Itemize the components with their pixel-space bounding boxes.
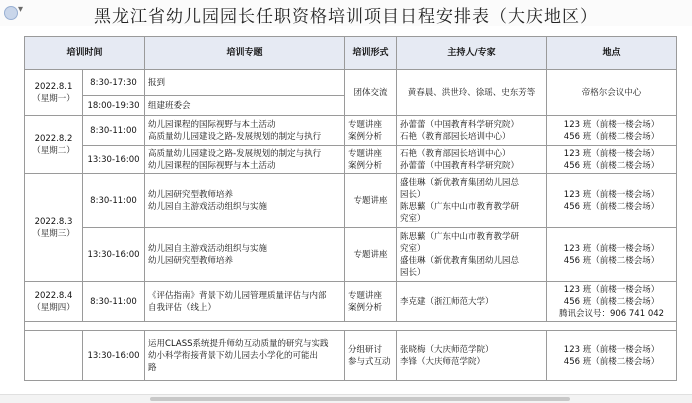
place-cell: 帝格尔会议中心 — [547, 70, 677, 116]
host-cell: 张晓梅（大庆师范学院） 李锋（大庆师范学院） — [397, 331, 547, 381]
header-topic: 培训专题 — [145, 37, 345, 70]
time-cell: 13:30-16:00 — [83, 331, 145, 381]
host-cell: 陈思蘩（广东中山市教育教学研 究室） 盛佳琳（新优教育集团幼儿园总 园长） — [397, 228, 547, 282]
time-cell: 8:30-17:30 — [83, 70, 145, 96]
date-cell: 2022.8.3 （星期三） — [25, 174, 83, 282]
topic-cell: 幼儿园课程的国际视野与本土活动 高质量幼儿园建设之路-发展规划的制定与执行 — [145, 116, 345, 146]
topic-cell: 《评估指南》背景下幼儿园管理质量评估与内部 自我评估（线上） — [145, 282, 345, 322]
host-cell: 石艳（教育部园长培训中心） 孙蕾蕾（中国教育科学研究院） — [397, 146, 547, 174]
horizontal-scrollbar[interactable] — [0, 394, 692, 403]
page-break — [25, 322, 677, 331]
table-row — [25, 146, 677, 174]
schedule-table — [24, 36, 677, 381]
host-cell: 黄春晨、洪世玲、徐瑶、史东芳等 — [397, 70, 547, 116]
scrollbar-thumb[interactable] — [150, 397, 570, 401]
place-cell: 123 班（前楼一楼会场） 456 班（前楼二楼会场） — [547, 174, 677, 228]
time-cell: 8:30-11:00 — [83, 282, 145, 322]
table-row — [25, 174, 677, 228]
topic-cell: 组建班委会 — [145, 96, 345, 116]
time-cell: 13:30-16:00 — [83, 228, 145, 282]
place-cell: 123 班（前楼一楼会场） 456 班（前楼二楼会场） 腾讯会议号：906 741 042 — [547, 282, 677, 322]
form-cell: 专题讲座 案例分析 — [345, 282, 397, 322]
table-header-row — [25, 37, 677, 70]
topic-cell: 幼儿园研究型教师培养 幼儿园自主游戏活动组织与实施 — [145, 174, 345, 228]
header-form: 培训形式 — [345, 37, 397, 70]
form-cell: 专题讲座 案例分析 — [345, 116, 397, 146]
form-cell: 团体交流 — [345, 70, 397, 116]
place-cell: 123 班（前楼一楼会场） 456 班（前楼二楼会场） — [547, 116, 677, 146]
header-host: 主持人/专家 — [397, 37, 547, 70]
place-cell: 123 班（前楼一楼会场） 456 班（前楼二楼会场） — [547, 146, 677, 174]
host-cell: 李克建（浙江师范大学） — [397, 282, 547, 322]
table-row — [25, 70, 677, 96]
page-title: 黑龙江省幼儿园园长任职资格培训项目日程安排表（大庆地区） — [94, 7, 598, 27]
date-cell — [25, 331, 83, 381]
time-cell: 13:30-16:00 — [83, 146, 145, 174]
date-cell: 2022.8.4 （星期四） — [25, 282, 83, 322]
header-place: 地点 — [547, 37, 677, 70]
table-row — [25, 116, 677, 146]
host-cell: 盛佳琳（新优教育集团幼儿园总 园长） 陈思蘩（广东中山市教育教学研 究室） — [397, 174, 547, 228]
time-cell: 8:30-11:00 — [83, 116, 145, 146]
topic-cell: 报到 — [145, 70, 345, 96]
topic-cell: 高质量幼儿园建设之路-发展规划的制定与执行 幼儿园课程的国际视野与本土活动 — [145, 146, 345, 174]
time-cell: 8:30-11:00 — [83, 174, 145, 228]
header-time: 培训时间 — [25, 37, 145, 70]
table-row — [25, 228, 677, 282]
table-row — [25, 282, 677, 322]
topic-cell: 幼儿园自主游戏活动组织与实施 幼儿园研究型教师培养 — [145, 228, 345, 282]
form-cell: 分组研讨 参与式互动 — [345, 331, 397, 381]
time-cell: 18:00-19:30 — [83, 96, 145, 116]
chevron-down-icon[interactable]: ▾ — [18, 4, 24, 15]
place-cell: 123 班（前楼一楼会场） 456 班（前楼二楼会场） — [547, 228, 677, 282]
date-cell: 2022.8.1 （星期一） — [25, 70, 83, 116]
topic-cell: 运用CLASS系统提升师幼互动质量的研究与实践 幼小科学衔接背景下幼儿园去小学化的可能出 路 — [145, 331, 345, 381]
table-row — [25, 331, 677, 381]
form-cell: 专题讲座 案例分析 — [345, 146, 397, 174]
host-cell: 孙蕾蕾（中国教育科学研究院） 石艳（教育部园长培训中心） — [397, 116, 547, 146]
form-cell: 专题讲座 — [345, 228, 397, 282]
form-cell: 专题讲座 — [345, 174, 397, 228]
date-cell: 2022.8.2 （星期二） — [25, 116, 83, 174]
place-cell: 123 班（前楼一楼会场） 456 班（前楼二楼会场） — [547, 331, 677, 381]
